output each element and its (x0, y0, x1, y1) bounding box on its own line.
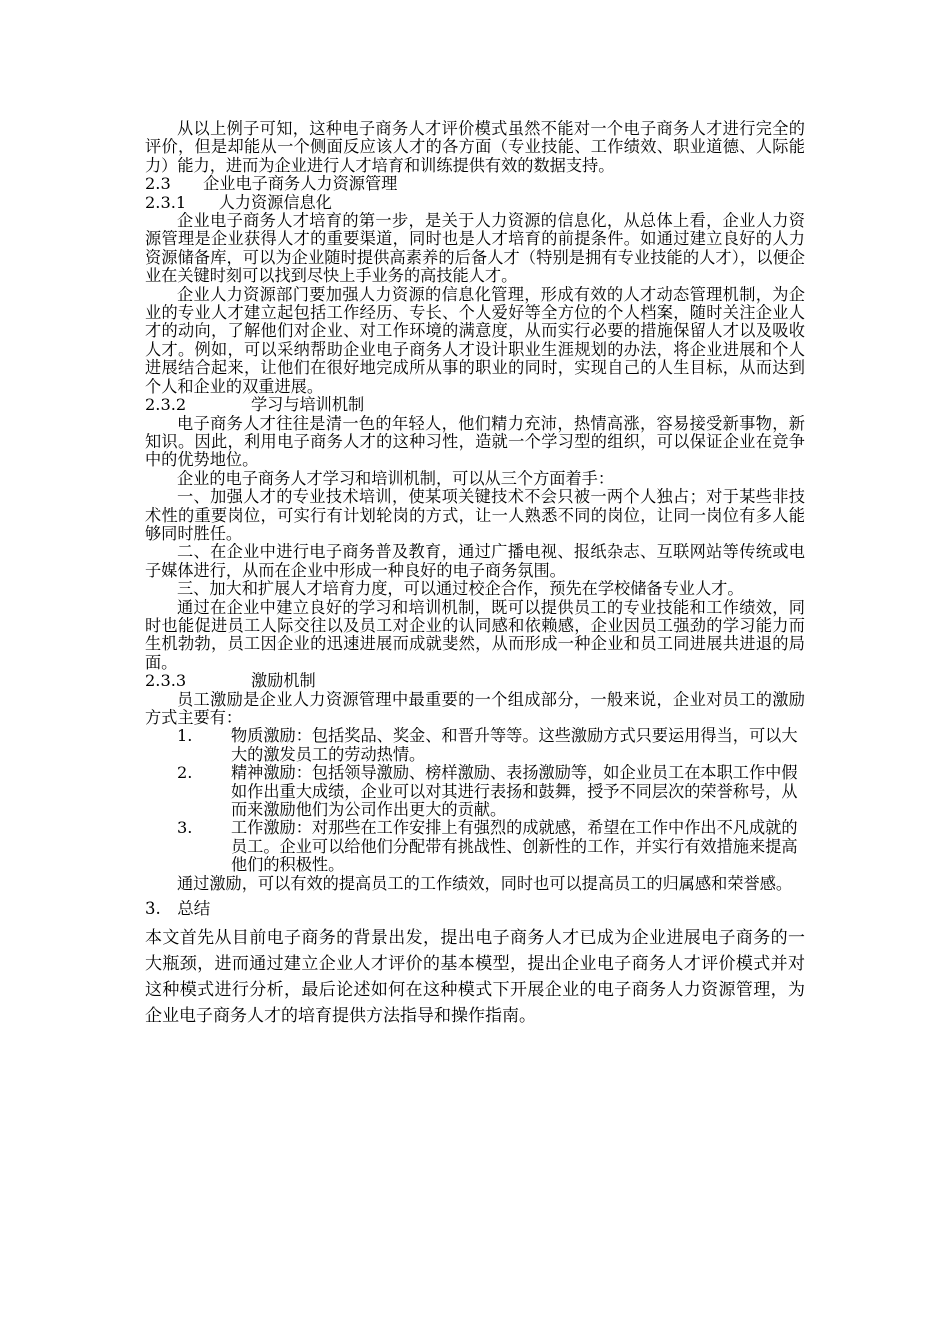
list-item-text: 物质激励：包括奖品、奖金、和晋升等等。这些激励方式只要运用得当，可以大大的激发员工的劳动热情。 (231, 726, 798, 764)
paragraph-training-2: 企业的电子商务人才学习和培训机制，可以从三个方面着手： (177, 468, 615, 488)
paragraph-incentive-intro: 员工激励是企业人力资源管理中最重要的一个组成部分，一般来说，企业对员工的激励方式主要有： (145, 689, 805, 727)
list-item-text: 工作激励：对那些在工作安排上有强烈的成就感，希望在工作中作出不凡成就的员工。企业可以给他们分配带有挑战性、创新性的工作，并实行有效措施来提高他们的积极性。 (231, 818, 798, 875)
paragraph-hr-info-2: 企业人力资源部门要加强人力资源的信息化管理，形成有效的人才动态管理机制，为企业的专业人才建立起包括工作经历、专长、个人爱好等全方位的个人档案，随时关注企业人才的动向，了解他们对企业、对工作环境的满意度，从而实行必要的措施保留人才以及吸收人才。例如，可以采纳帮助企业电子商务人才设计职业生涯规划的办法，将企业进展和个人进展结合起来，让他们在很好地完成所从事的职业的同时，实现自己的人生目标，从而达到个人和企业的双重进展。 (145, 284, 805, 396)
list-number: 3. (177, 818, 193, 838)
paragraph-hr-info-1: 企业电子商务人才培育的第一步，是关于人力资源的信息化，从总体上看，企业人力资源管理是企业获得人才的重要渠道，同时也是人才培育的前提条件。如通过建立良好的人力资源储备库，可以为企业随时提供高素养的后备人才（特别是拥有专业技能的人才），以便企业在关键时刻可以找到尽快上手业务的高技能人才。 (145, 211, 805, 286)
document-page (145, 120, 805, 1046)
paragraph-training-1: 电子商务人才往往是清一色的年轻人，他们精力充沛，热情高涨，容易接受新事物，新知识。因此，利用电子商务人才的这种习性，造就一个学习型的组织，可以保证企业在竞争中的优势地位。 (145, 413, 805, 470)
heading-2-3-2: 2.3.2 学习与培训机制 (145, 395, 365, 415)
heading-2-3: 2.3 企业电子商务人力资源管理 (145, 174, 398, 194)
list-number: 2. (177, 763, 193, 783)
list-item (177, 764, 805, 819)
heading-2-3-1: 2.3.1 人力资源信息化 (145, 192, 332, 212)
list-item (177, 819, 805, 874)
heading-3-conclusion: 3. 总结 (145, 899, 211, 919)
list-number: 1. (177, 726, 193, 746)
paragraph-training-point-3: 三、加大和扩展人才培育力度，可以通过校企合作，预先在学校储备专业人才。 (177, 579, 744, 599)
paragraph-incentive-summary: 通过激励，可以有效的提高员工的工作绩效，同时也可以提高员工的归属感和荣誉感。 (177, 873, 793, 893)
paragraph-conclusion: 本文首先从目前电子商务的背景出发，提出电子商务人才已成为企业进展电子商务的一大瓶颈，进而通过建立企业人才评价的基本模型，提出企业电子商务人才评价模式并对这种模式进行分析，最后论述如何在这种模式下开展企业的电子商务人力资源管理，为企业电子商务人才的培育提供方法指导和操作指南。 (145, 928, 805, 1027)
paragraph-intro: 从以上例子可知，这种电子商务人才评价模式虽然不能对一个电子商务人才进行完全的评价，但是却能从一个侧面反应该人才的各方面（专业技能、工作绩效、职业道德、人际能力）能力，进而为企业进行人才培育和训练提供有效的数据支持。 (145, 119, 805, 175)
paragraph-training-point-1: 一、加强人才的专业技术培训，使某项关键技术不会只被一两个人独占；对于某些非技术性的重要岗位，可实行有计划轮岗的方式，让一人熟悉不同的岗位，让同一岗位有多人能够同时胜任。 (145, 487, 805, 543)
list-item (177, 727, 805, 764)
paragraph-training-summary: 通过在企业中建立良好的学习和培训机制，既可以提供员工的专业技能和工作绩效，同时也能促进员工人际交往以及员工对企业的认同感和依赖感，企业因员工强劲的学习能力而生机勃勃，员工因企业的迅速进展而成就斐然，从而形成一种企业和员工同进展共进退的局面。 (145, 597, 805, 672)
heading-2-3-3: 2.3.3 激励机制 (145, 671, 316, 691)
paragraph-training-point-2: 二、在企业中进行电子商务普及教育，通过广播电视、报纸杂志、互联网站等传统或电子媒体进行，从而在企业中形成一种良好的电子商务氛围。 (145, 542, 805, 580)
list-item-text: 精神激励：包括领导激励、榜样激励、表扬激励等，如企业员工在本职工作中假如作出重大成绩，企业可以对其进行表扬和鼓舞，授予不同层次的荣誉称号，从而来激励他们为公司作出更大的贡献。 (231, 763, 798, 820)
